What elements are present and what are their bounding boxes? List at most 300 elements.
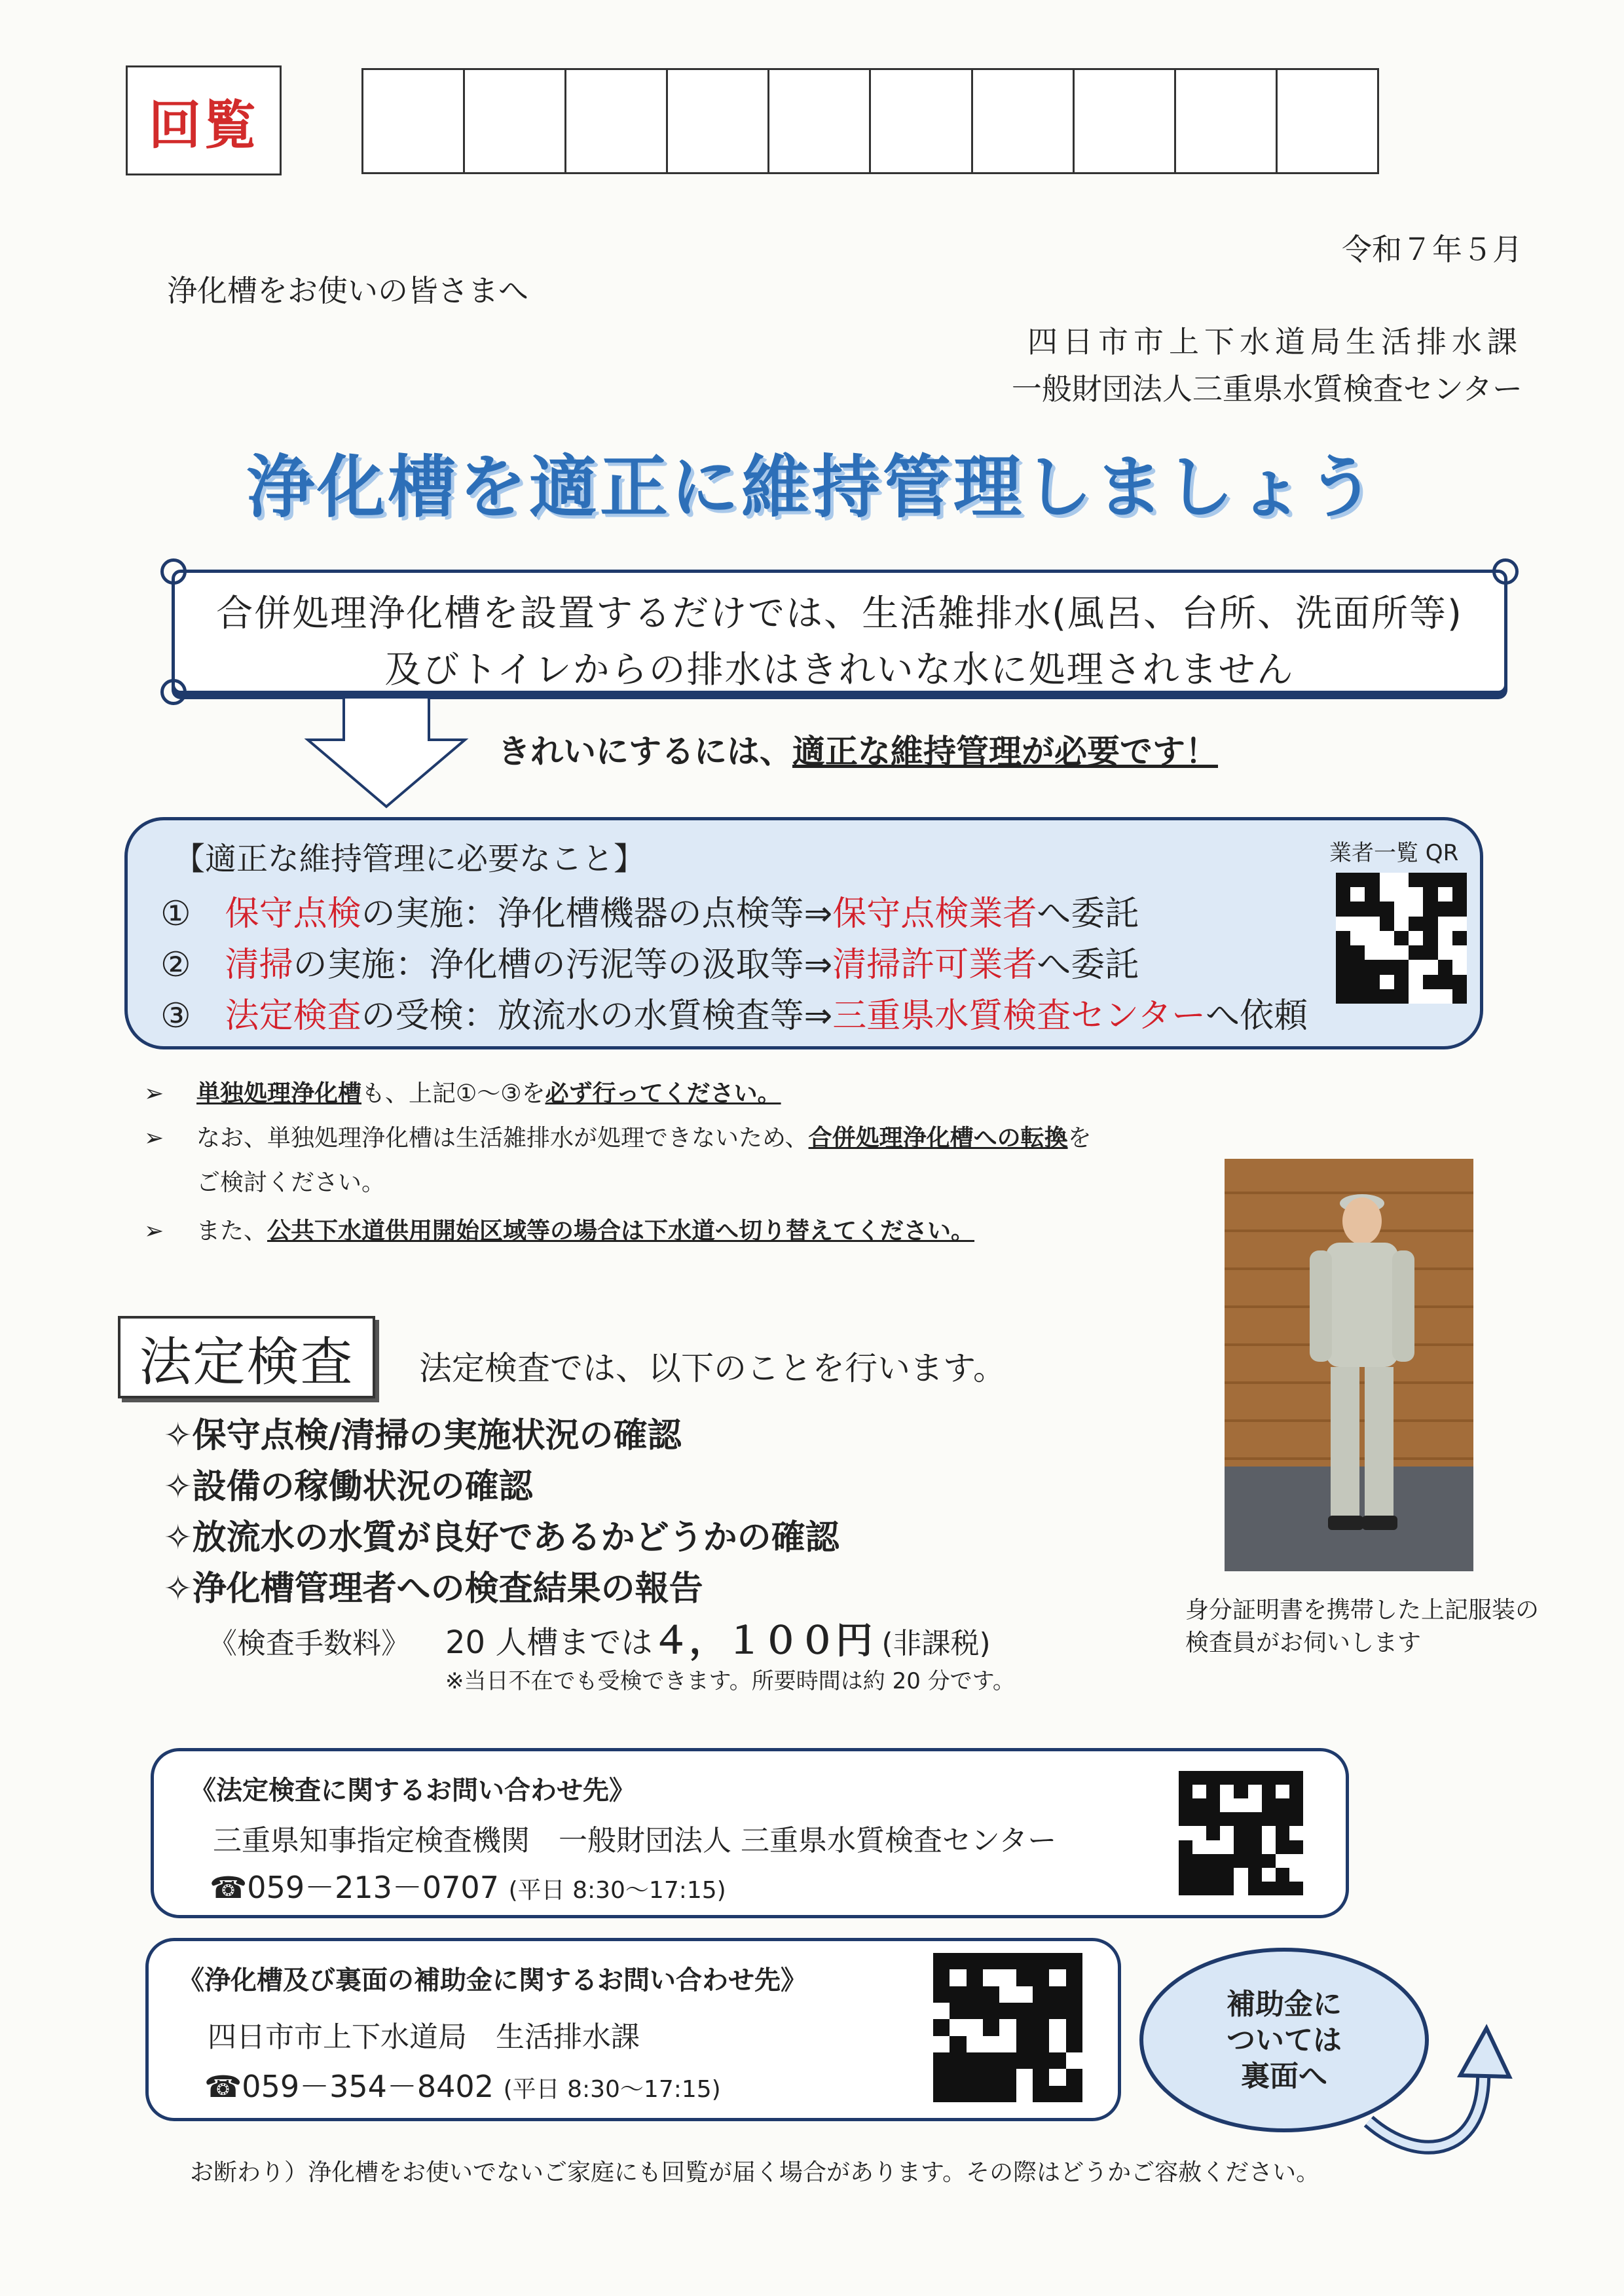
qr-module [983,1953,999,1969]
qr-module [1289,1882,1303,1895]
requirement-key: 保守点検 [225,894,361,934]
qr-module [1276,1854,1289,1868]
qr-module [1033,2069,1049,2085]
qr-module [1452,917,1467,931]
qr-module [1220,1882,1234,1895]
qr-module [1206,1868,1220,1882]
qr-module [1206,1854,1220,1868]
qr-module [1192,1798,1206,1812]
qr-module [983,2052,999,2069]
qr-module [1066,2052,1082,2069]
qr-module [983,2019,999,2035]
qr-module [1234,1868,1247,1882]
scroll-curl [160,558,187,585]
qr-module [1409,975,1423,989]
inspection-heading: 法定検査 [118,1316,375,1398]
qr-module [1234,1812,1247,1826]
bubble-line: 裏面へ [1241,2059,1327,2093]
qr-module [1248,1882,1262,1895]
qr-module [1438,873,1452,887]
qr-module [1049,2069,1065,2085]
requirement-number: ② [160,945,191,985]
qr-module [1206,1798,1220,1812]
vendor-qr-code[interactable] [1336,873,1467,1004]
note-underline: 合併処理浄化槽への転換 [808,1125,1068,1152]
caption-line: 身分証明書を携帯した上記服装の [1185,1597,1540,1624]
stamp-grid [361,68,1379,174]
intro-line-1: 合併処理浄化槽を設置するだけでは、生活雑排水(風呂、台所、洗面所等) [216,592,1463,635]
qr-module [1248,1854,1262,1868]
qr-module [1049,2086,1065,2102]
qr-module [950,1969,966,1986]
qr-module [1276,1840,1289,1854]
qr-module [999,1986,1016,2003]
qr-module [1438,887,1452,902]
photo-caption [1185,1594,1539,1660]
qr-module [1234,1826,1247,1840]
qr-module [1409,931,1423,945]
qr-module [1380,989,1394,1004]
office-hours: (平日 8:30～17:15) [503,2076,721,2103]
qr-module [1234,1882,1247,1895]
inspection-item: ✧設備の稼働状況の確認 [164,1467,533,1506]
qr-module [1066,1969,1082,1986]
qr-module [1438,989,1452,1004]
qr-module [1394,945,1409,960]
qr-module [933,2086,950,2102]
qr-module [1289,1798,1303,1812]
inspection-qr-code[interactable] [1179,1771,1303,1895]
qr-module [1336,902,1350,916]
qr-module [1066,2036,1082,2052]
qr-module [999,2036,1016,2052]
qr-module [1033,2086,1049,2102]
note-2: ➢ なお、単独処理浄化槽は生活雑排水が処理できないため、合併処理浄化槽への転換を [144,1125,1092,1152]
qr-module [967,2086,983,2102]
qr-module [1452,945,1467,960]
requirement-row [160,886,1139,935]
issuer-1: 四日市市上下水道局生活排水課 [1027,324,1522,359]
contact-title: 《法定検査に関するお問い合わせ先》 [190,1776,635,1806]
fee-label: 《検査手数料》 [208,1627,410,1660]
qr-module [1336,887,1350,902]
qr-module [1452,887,1467,902]
qr-module [999,1953,1016,1969]
stamp-cell [1075,70,1176,172]
inspection-intro: 法定検査では、以下のことを行います。 [419,1349,1006,1387]
note-3: ➢ また、公共下水道供用開始区域等の場合は下水道へ切り替えてください。 [144,1218,975,1245]
qr-module [1016,2003,1033,2019]
requirement-row [160,988,1308,1037]
scroll-curl [160,679,187,705]
qr-module [1033,2052,1049,2069]
qr-module [1365,902,1379,916]
qr-module [1016,2036,1033,2052]
note-text: なお、単独処理浄化槽は生活雑排水が処理できないため、 [196,1125,809,1152]
qr-module [1049,1953,1065,1969]
qr-module [1049,2003,1065,2019]
bubble-line: ついては [1227,2023,1342,2057]
contact-phone-row [204,2063,721,2106]
qr-module [1365,960,1379,974]
qr-module [1276,1882,1289,1895]
qr-module [1394,960,1409,974]
qr-module [1336,989,1350,1004]
qr-module [967,2052,983,2069]
note-text: も、上記①～③を [361,1080,545,1107]
qr-module [1206,1771,1220,1785]
intro-banner [172,570,1507,694]
curved-arrow-icon [1362,2023,1519,2180]
qr-module [983,1969,999,1986]
qr-module [1438,931,1452,945]
qr-module [1220,1868,1234,1882]
requirement-key: 法定検査 [225,996,361,1036]
qr-module [1206,1785,1220,1798]
qr-module [1234,1771,1247,1785]
inspection-item: ✧保守点検/清掃の実施状況の確認 [164,1416,682,1455]
qr-module [1016,2069,1033,2085]
qr-module [1365,873,1379,887]
qr-module [1438,917,1452,931]
requirement-target: 三重県水質検査センター [832,996,1206,1036]
qr-module [1234,1785,1247,1798]
qr-module [1380,945,1394,960]
qr-module [1452,931,1467,945]
subsidy-qr-code[interactable] [933,1953,1082,2102]
qr-module [1276,1868,1289,1882]
qr-module [1350,873,1365,887]
qr-module [1248,1812,1262,1826]
qr-module [1365,931,1379,945]
qr-module [950,2069,966,2085]
qr-module [1452,873,1467,887]
qr-module [999,2052,1016,2069]
caption-line: 検査員がお伺いします [1185,1630,1422,1657]
qr-module [1206,1840,1220,1854]
contact-org: 三重県知事指定検査機関 一般財団法人 三重県水質検査センター [213,1824,1057,1857]
qr-module [1179,1868,1192,1882]
qr-module [950,2019,966,2035]
qr-module [1016,2019,1033,2035]
stamp-cell [871,70,972,172]
requirements-box [124,817,1483,1049]
qr-module [1276,1812,1289,1826]
note-2-cont [144,1164,385,1197]
fee-amount: ４，１００円 [652,1620,873,1662]
qr-module [1262,1785,1276,1798]
inspector-photo [1225,1159,1473,1571]
qr-module [933,2003,950,2019]
qr-module [1438,960,1452,974]
qr-module [1365,975,1379,989]
qr-module [1409,887,1423,902]
qr-module [1423,931,1437,945]
qr-module [1262,1840,1276,1854]
qr-module [1248,1771,1262,1785]
qr-module [1409,902,1423,916]
qr-module [1206,1812,1220,1826]
qr-module [1179,1798,1192,1812]
requirements-header: 【適正な維持管理に必要なこと】 [174,841,646,877]
qr-module [1033,2003,1049,2019]
stamp-cell [973,70,1075,172]
qr-module [983,2086,999,2102]
qr-module [1066,1986,1082,2003]
qr-module [999,2019,1016,2035]
qr-module [1192,1785,1206,1798]
qr-module [1438,975,1452,989]
qr-module [1179,1854,1192,1868]
qr-module [967,2003,983,2019]
qr-module [950,1953,966,1969]
qr-module [1276,1826,1289,1840]
intro-line-2: 及びトイレからの排水はきれいな水に処理されません [384,649,1295,691]
qr-module [1380,902,1394,916]
qr-module [1066,1953,1082,1969]
stamp-cell [363,70,465,172]
qr-module [983,1986,999,2003]
qr-module [1452,902,1467,916]
qr-module [1409,917,1423,931]
stamp-cell [769,70,871,172]
qr-module [1033,1986,1049,2003]
qr-module [1220,1854,1234,1868]
qr-module [1192,1840,1206,1854]
scroll-curl [1492,558,1519,585]
qr-module [967,1969,983,1986]
requirement-tail: へ委託 [1037,894,1139,934]
qr-module [999,2003,1016,2019]
requirement-target: 清掃許可業者 [832,945,1037,985]
qr-module [1350,917,1365,931]
qr-module [1262,1854,1276,1868]
contact-title: 《浄化槽及び裏面の補助金に関するお問い合わせ先》 [178,1965,807,1995]
qr-module [1336,945,1350,960]
qr-module [1220,1812,1234,1826]
qr-module [950,2052,966,2069]
qr-module [1016,1986,1033,2003]
qr-module [1289,1840,1303,1854]
qr-module [1234,1854,1247,1868]
qr-module [1438,945,1452,960]
qr-module [1452,989,1467,1004]
bubble-line: 補助金に [1227,1987,1342,2021]
qr-module [1365,989,1379,1004]
qr-module [967,1953,983,1969]
need-statement [498,725,1218,773]
qr-module [983,2003,999,2019]
need-prefix: きれいにするには、 [498,733,792,771]
qr-module [1179,1812,1192,1826]
qr-module [1423,975,1437,989]
qr-module [1262,1771,1276,1785]
requirement-desc: の実施：浄化槽の汚泥等の汲取等⇒ [293,945,833,985]
qr-module [1423,917,1437,931]
qr-module [933,1969,950,1986]
qr-module [1409,873,1423,887]
qr-module [1350,945,1365,960]
phone-number[interactable]: ☎059－354－8402 [204,2069,494,2104]
qr-module [1016,2086,1033,2102]
phone-number[interactable]: ☎059－213－0707 [210,1870,499,1905]
inspection-item: ✧浄化槽管理者への検査結果の報告 [164,1569,703,1609]
note-underline: 公共下水道供用開始区域等の場合は下水道へ切り替えてください。 [267,1218,975,1245]
stamp-cell [668,70,769,172]
qr-module [1365,887,1379,902]
requirement-desc: の実施：浄化槽機器の点検等⇒ [361,894,833,934]
qr-module [967,2036,983,2052]
qr-module [1423,989,1437,1004]
qr-module [1380,873,1394,887]
qr-module [1289,1785,1303,1798]
qr-module [1365,945,1379,960]
qr-module [1336,960,1350,974]
office-hours: (平日 8:30～17:15) [508,1877,726,1904]
stamp-cell [566,70,668,172]
qr-module [1220,1771,1234,1785]
qr-module [1049,1986,1065,2003]
footer-disclaimer: お断わり）浄化槽をお使いでないご家庭にも回覧が届く場合があります。その際はどうかご容赦ください。 [190,2159,1320,2186]
qr-module [1033,1953,1049,1969]
qr-module [950,1986,966,2003]
requirement-row [160,937,1139,986]
qr-module [1220,1826,1234,1840]
inspection-item: ✧放流水の水質が良好であるかどうかの確認 [164,1518,840,1558]
qr-module [1380,917,1394,931]
contact-org: 四日市市上下水道局 生活排水課 [208,2020,640,2054]
qr-module [1033,1969,1049,1986]
qr-module [933,2052,950,2069]
qr-module [1248,1785,1262,1798]
qr-module [999,2086,1016,2102]
qr-module [1234,1798,1247,1812]
stamp-cell [1278,70,1377,172]
qr-module [1192,1826,1206,1840]
inspection-fee [208,1612,991,1664]
stamp-cell [465,70,566,172]
qr-module [1016,1969,1033,1986]
qr-module [1179,1826,1192,1840]
qr-module [1365,917,1379,931]
qr-module [1380,960,1394,974]
fee-tax: (非課税) [881,1627,991,1660]
qr-module [1049,1969,1065,1986]
requirement-tail: へ委託 [1037,945,1139,985]
requirement-target: 保守点検業者 [832,894,1037,934]
qr-module [1289,1854,1303,1868]
qr-module [967,1986,983,2003]
qr-module [1394,887,1409,902]
note-text: ご検討ください。 [196,1169,386,1196]
page-title: 浄化槽を適正に維持管理しましょう [246,447,1378,527]
qr-module [1289,1826,1303,1840]
qr-label: 業者一覧 QR [1329,840,1459,866]
qr-module [1336,931,1350,945]
qr-module [933,1953,950,1969]
qr-module [1220,1798,1234,1812]
qr-module [933,2036,950,2052]
qr-module [1380,931,1394,945]
qr-module [1276,1771,1289,1785]
note-bold: 単独処理浄化槽 [196,1080,362,1107]
qr-module [1049,2019,1065,2035]
qr-module [999,2069,1016,2085]
qr-module [1380,975,1394,989]
qr-module [1409,945,1423,960]
note-1: ➢ 単独処理浄化槽も、上記①～③を必ず行ってください。 [144,1080,781,1107]
qr-module [1394,873,1409,887]
qr-module [1179,1771,1192,1785]
fee-condition: 20 人槽までは [445,1624,653,1661]
qr-module [1192,1771,1206,1785]
qr-module [999,1969,1016,1986]
qr-module [1423,873,1437,887]
qr-module [1394,917,1409,931]
qr-module [1049,2052,1065,2069]
qr-module [1179,1785,1192,1798]
need-emphasis: 適正な維持管理が必要です！ [792,733,1218,771]
qr-module [1192,1882,1206,1895]
qr-module [933,2069,950,2085]
qr-module [967,2069,983,2085]
qr-module [1394,975,1409,989]
qr-module [1336,873,1350,887]
qr-module [1350,902,1365,916]
qr-module [1394,902,1409,916]
qr-module [1289,1868,1303,1882]
greeting: 浄化槽をお使いの皆さまへ [167,273,528,308]
qr-module [1452,975,1467,989]
qr-module [1220,1785,1234,1798]
qr-module [1423,945,1437,960]
qr-module [1016,1953,1033,1969]
note-text: また、 [196,1218,268,1245]
note-underline: 必ず行ってください。 [545,1080,781,1107]
requirement-desc: の受検：放流水の水質検査等⇒ [361,996,833,1036]
qr-module [1380,887,1394,902]
stamp-cell [1176,70,1278,172]
qr-module [1289,1771,1303,1785]
inspector-figure [1225,1159,1473,1571]
qr-module [1394,989,1409,1004]
qr-module [1350,975,1365,989]
qr-module [1033,2036,1049,2052]
requirement-number: ③ [160,996,191,1036]
qr-module [1336,975,1350,989]
qr-module [933,1986,950,2003]
qr-module [1179,1882,1192,1895]
qr-module [1179,1840,1192,1854]
qr-module [1276,1798,1289,1812]
requirement-number: ① [160,894,191,934]
qr-module [1234,1840,1247,1854]
issuer-2: 一般財団法人三重県水質検査センター [1011,371,1522,407]
qr-module [1350,887,1365,902]
qr-module [1066,2069,1082,2085]
note-text: を [1067,1125,1092,1152]
qr-module [1066,2019,1082,2035]
qr-module [1206,1826,1220,1840]
qr-module [1276,1785,1289,1798]
qr-module [950,2086,966,2102]
qr-module [1262,1826,1276,1840]
qr-module [1248,1798,1262,1812]
contact-box-subsidy [145,1938,1121,2121]
qr-module [1192,1812,1206,1826]
qr-module [1423,960,1437,974]
qr-module [1248,1840,1262,1854]
